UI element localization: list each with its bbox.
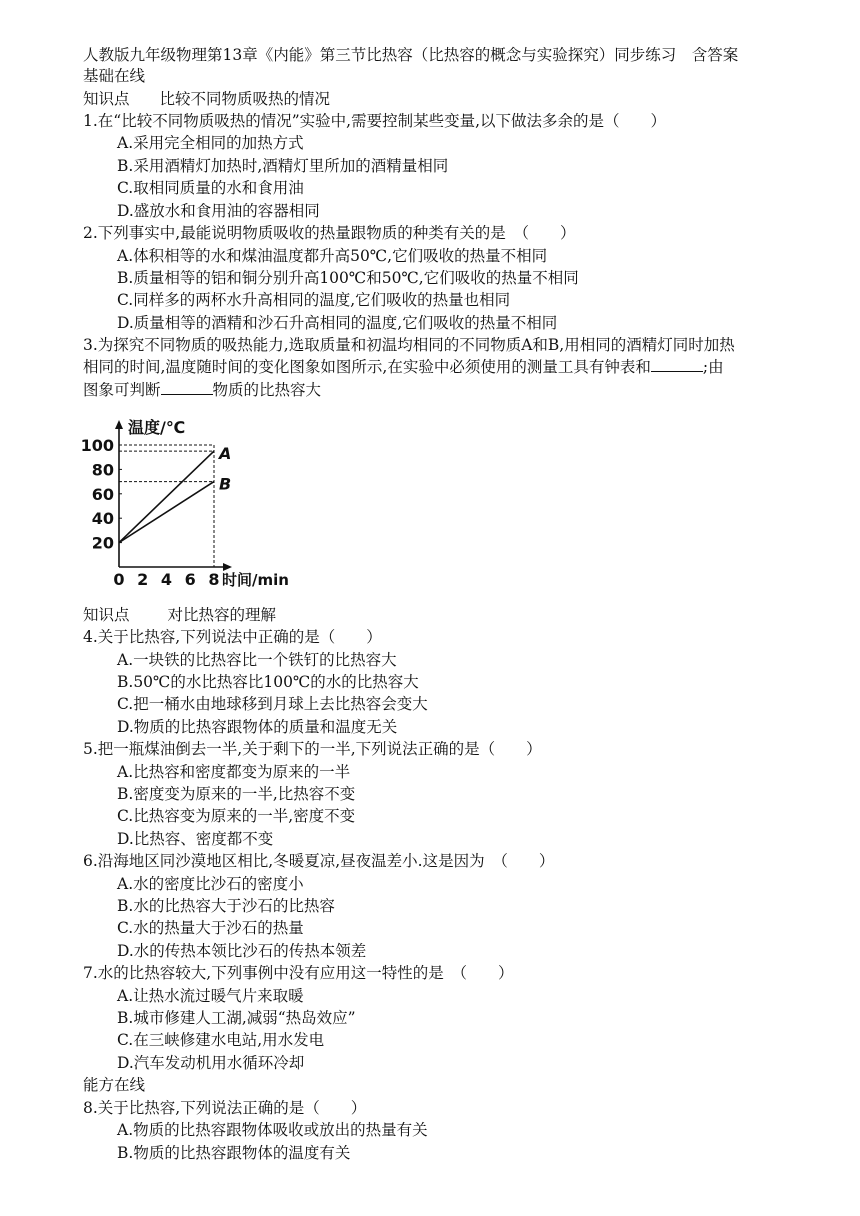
question-4-option-a: A.一块铁的比热容比一个铁钉的比热容大	[117, 651, 397, 669]
question-4-option-b: B.50℃的水比热容比100℃的水的比热容大	[117, 673, 419, 691]
section-heading-ability: 能方在线	[83, 1076, 146, 1094]
question-5-option-c: C.比热容变为原来的一半,密度不变	[117, 807, 356, 825]
question-3-line-3	[83, 380, 321, 400]
question-2-option-a: A.体积相等的水和煤油温度都升高50℃,它们吸收的热量不相同	[117, 247, 548, 265]
temperature-time-chart	[80, 412, 310, 592]
knowledge-point-label: 知识点	[83, 90, 130, 108]
question-8-stem: 8.关于比热容,下列说法正确的是（ ）	[83, 1099, 367, 1117]
x-tick-label: 2	[137, 570, 149, 589]
knowledge-point-text: 比较不同物质吸热的情况	[159, 90, 331, 108]
y-tick-label: 60	[91, 484, 114, 504]
question-1-option-b: B.采用酒精灯加热时,酒精灯里所加的酒精量相同	[117, 157, 449, 175]
x-tick-label: 0	[113, 570, 125, 589]
question-5-option-d: D.比热容、密度都不变	[117, 830, 274, 848]
series-label-A: A	[219, 444, 232, 464]
knowledge-point-1	[83, 89, 330, 109]
question-3-line-1: 3.为探究不同物质的吸热能力,选取质量和初温均相同的不同物质A和B,用相同的酒精灯同时加热	[83, 336, 735, 354]
answer-blank-2	[161, 380, 213, 395]
question-6-option-a: A.水的密度比沙石的密度小	[117, 875, 304, 893]
y-tick-label: 80	[91, 460, 114, 480]
question-1-option-a: A.采用完全相同的加热方式	[117, 134, 304, 152]
question-3-line-2-tail: ;由	[702, 358, 724, 376]
question-3-line-3-text: 图象可判断	[83, 381, 161, 399]
knowledge-point-text: 对比热容的理解	[167, 606, 277, 624]
knowledge-point-label: 知识点	[83, 606, 130, 624]
question-8-option-a: A.物质的比热容跟物体吸收或放出的热量有关	[117, 1121, 428, 1139]
x-axis-arrow	[223, 563, 232, 571]
question-7-option-d: D.汽车发动机用水循环冷却	[117, 1054, 305, 1072]
answer-blank-1	[651, 357, 703, 372]
question-7-option-c: C.在三峡修建水电站,用水发电	[117, 1031, 325, 1049]
question-7-stem: 7.水的比热容较大,下列事例中没有应用这一特性的是 （ ）	[83, 964, 514, 982]
question-4-stem: 4.关于比热容,下列说法中正确的是（ ）	[83, 628, 382, 646]
x-tick-label: 8	[208, 570, 220, 589]
question-4-option-d: D.物质的比热容跟物体的质量和温度无关	[117, 718, 398, 736]
question-5-option-a: A.比热容和密度都变为原来的一半	[117, 763, 351, 781]
question-2-stem: 2.下列事实中,最能说明物质吸收的热量跟物质的种类有关的是 （ ）	[83, 224, 576, 242]
series-label-B: B	[219, 474, 232, 494]
question-1-option-d: D.盛放水和食用油的容器相同	[117, 202, 320, 220]
question-5-stem: 5.把一瓶煤油倒去一半,关于剩下的一半,下列说法正确的是（ ）	[83, 740, 542, 758]
y-axis-arrow	[115, 420, 123, 429]
section-heading-basic: 基础在线	[83, 67, 146, 85]
question-1-option-c: C.取相同质量的水和食用油	[117, 179, 304, 197]
question-6-stem: 6.沿海地区同沙漠地区相比,冬暖夏凉,昼夜温差小.这是因为 （ ）	[83, 852, 555, 870]
series-line-A	[119, 451, 214, 542]
question-2-option-b: B.质量相等的铝和铜分别升高100℃和50℃,它们吸收的热量不相同	[117, 269, 579, 287]
question-3-line-3-tail: 物质的比热容大	[212, 381, 322, 399]
y-tick-label: 40	[91, 509, 114, 529]
y-tick-label: 100	[80, 436, 114, 455]
question-4-option-c: C.把一桶水由地球移到月球上去比热容会变大	[117, 695, 428, 713]
x-tick-label: 6	[184, 570, 196, 589]
question-7-option-b: B.城市修建人工湖,减弱“热岛效应”	[117, 1009, 356, 1027]
question-3-line-2-text: 相同的时间,温度随时间的变化图象如图所示,在实验中必须使用的测量工具有钟表和	[83, 358, 651, 376]
question-3-line-2	[83, 357, 724, 377]
question-6-option-c: C.水的热量大于沙石的热量	[117, 919, 304, 937]
question-7-option-a: A.让热水流过暖气片来取暖	[117, 987, 304, 1005]
question-6-option-b: B.水的比热容大于沙石的比热容	[117, 897, 335, 915]
x-axis-label: 时间/min	[222, 571, 289, 589]
document-title: 人教版九年级物理第13章《内能》第三节比热容（比热容的概念与实验探究）同步练习 含答案	[83, 46, 739, 64]
y-tick-label: 20	[91, 533, 114, 553]
series-line-B	[119, 482, 214, 543]
x-tick-label: 4	[160, 570, 173, 589]
question-2-option-c: C.同样多的两杯水升高相同的温度,它们吸收的热量也相同	[117, 291, 511, 309]
knowledge-point-2	[83, 605, 276, 625]
question-6-option-d: D.水的传热本领比沙石的传热本领差	[117, 942, 367, 960]
question-2-option-d: D.质量相等的酒精和沙石升高相同的温度,它们吸收的热量不相同	[117, 314, 558, 332]
y-axis-label: 温度/℃	[128, 418, 186, 437]
question-5-option-b: B.密度变为原来的一半,比热容不变	[117, 785, 356, 803]
question-8-option-b: B.物质的比热容跟物体的温度有关	[117, 1144, 351, 1162]
question-1-stem: 1.在“比较不同物质吸热的情况”实验中,需要控制某些变量,以下做法多余的是（ ）	[83, 112, 666, 130]
